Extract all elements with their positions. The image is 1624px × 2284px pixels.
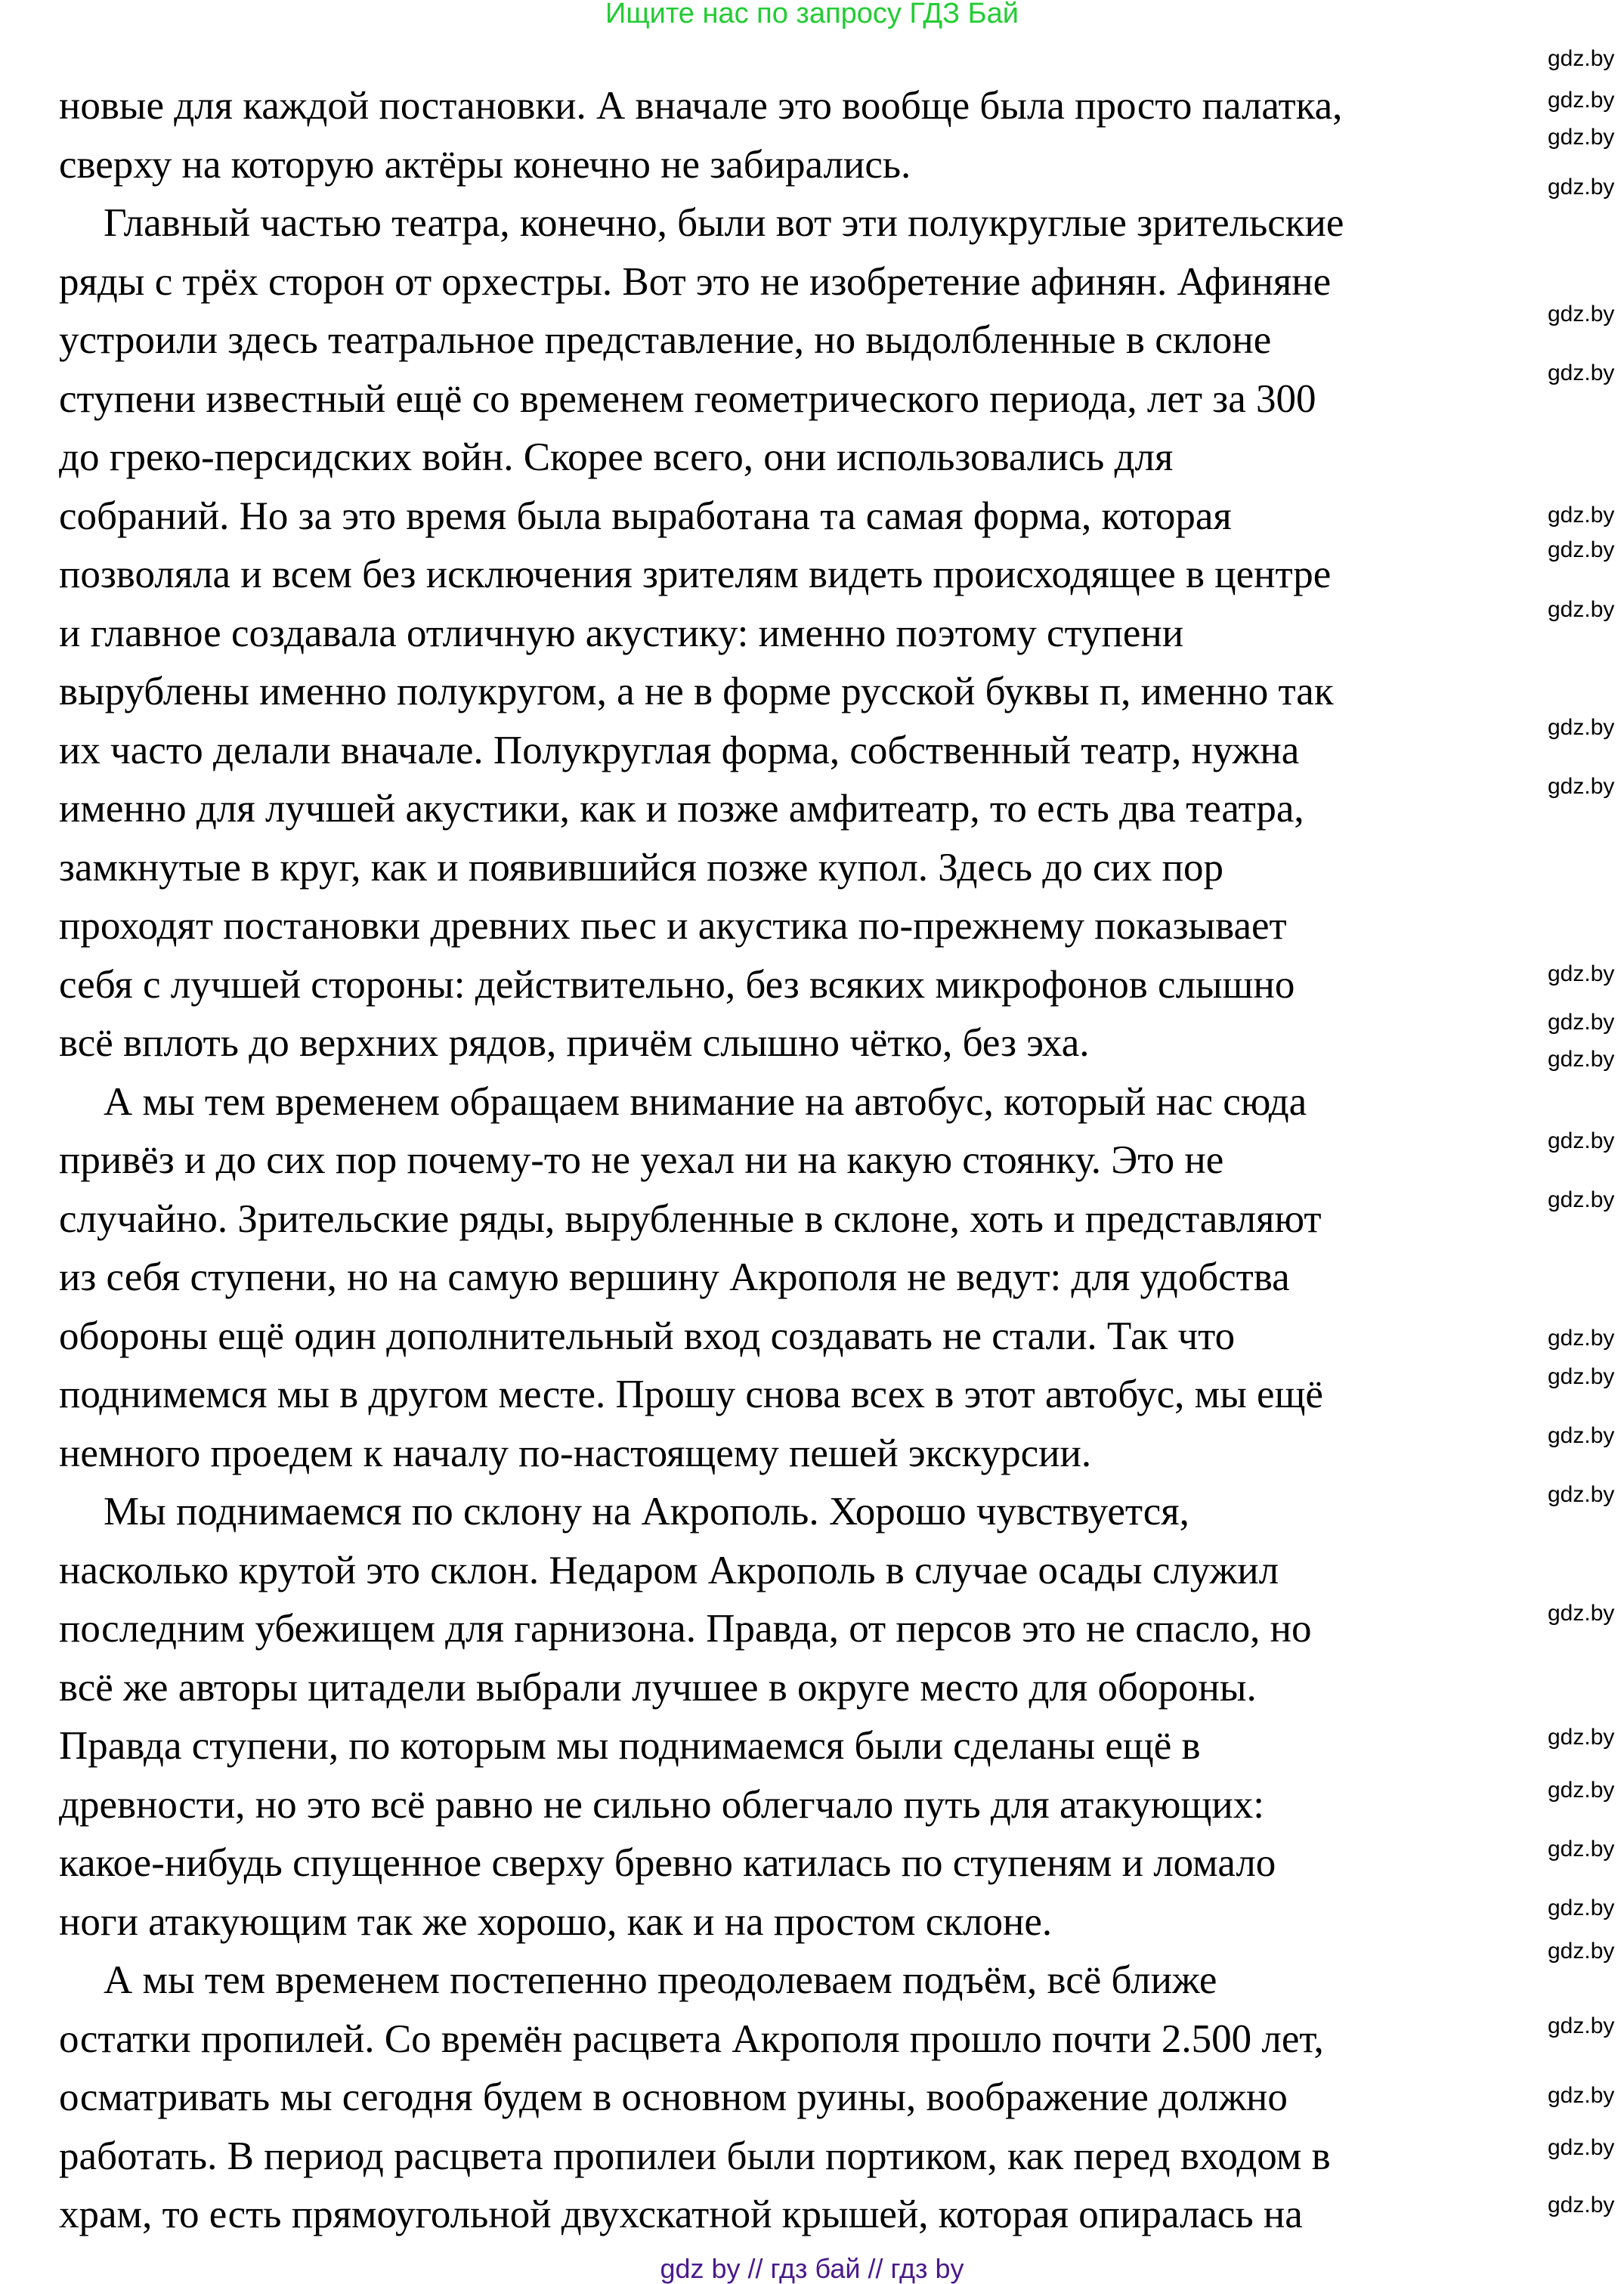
watermark: gdz.by bbox=[1548, 1187, 1615, 1212]
text-line: ноги атакующим так же хорошо, как и на простом склоне. bbox=[59, 1899, 1053, 1944]
text-line: собраний. Но за это время была выработана та самая форма, которая bbox=[59, 494, 1232, 538]
header-banner: Ищите нас по запросу ГДЗ Бай bbox=[605, 0, 1019, 29]
footer-banner: gdz by // гдз бай // гдз by bbox=[660, 2253, 964, 2284]
text-line: и главное создавала отличную акустику: именно поэтому ступени bbox=[59, 611, 1184, 655]
watermark: gdz.by bbox=[1548, 502, 1615, 528]
watermark: gdz.by bbox=[1548, 1600, 1615, 1626]
watermark: gdz.by bbox=[1548, 2083, 1615, 2109]
text-line: ряды с трёх сторон от орхестры. Вот это не изобретение афинян. Афиняне bbox=[59, 259, 1332, 304]
text-line: из себя ступени, но на самую вершину Акрополя не ведут: для удобства bbox=[59, 1255, 1290, 1299]
text-line: сверху на которую актёры конечно не забирались. bbox=[59, 142, 911, 187]
watermark: gdz.by bbox=[1548, 1423, 1615, 1449]
text-line: остатки пропилей. Со времён расцвета Акрополя прошло почти 2.500 лет, bbox=[59, 2016, 1324, 2061]
text-line: проходят постановки древних пьес и акустика по-прежнему показывает bbox=[59, 904, 1287, 948]
watermark: gdz.by bbox=[1548, 1128, 1615, 1153]
text-line: позволяла и всем без исключения зрителям видеть происходящее в центре bbox=[59, 552, 1332, 596]
text-line: ступени известный ещё со временем геометрического периода, лет за 300 bbox=[59, 376, 1316, 421]
watermark: gdz.by bbox=[1548, 537, 1615, 563]
text-line: немного проедем к началу по-настоящему пешей экскурсии. bbox=[59, 1431, 1092, 1475]
text-line: работать. В период расцвета пропилеи были портиком, как перед входом в bbox=[59, 2134, 1331, 2178]
text-line: древности, но это всё равно не сильно облегчало путь для атакующих: bbox=[59, 1782, 1264, 1827]
watermark: gdz.by bbox=[1548, 87, 1615, 113]
text-line: всё вплоть до верхних рядов, причём слышно чётко, без эха. bbox=[59, 1021, 1090, 1065]
watermark: gdz.by bbox=[1548, 1482, 1615, 1508]
text-line: устроили здесь театральное представление, но выдолбленные в склоне bbox=[59, 318, 1272, 362]
watermark: gdz.by bbox=[1548, 361, 1615, 386]
watermark: gdz.by bbox=[1548, 773, 1615, 799]
text-line: Главный частью театра, конечно, были вот эти полукруглые зрительские bbox=[104, 201, 1344, 245]
text-line: последним убежищем для гарнизона. Правда, от персов это не спасло, но bbox=[59, 1607, 1312, 1651]
text-line: замкнутые в круг, как и появившийся позже купол. Здесь до сих пор bbox=[59, 845, 1224, 890]
watermark: gdz.by bbox=[1548, 1896, 1615, 1921]
text-line: всё же авторы цитадели выбрали лучшее в округе место для обороны. bbox=[59, 1665, 1257, 1710]
text-line: случайно. Зрительские ряды, вырубленные в склоне, хоть и представляют bbox=[59, 1196, 1322, 1241]
watermark: gdz.by bbox=[1548, 596, 1615, 622]
text-line: новые для каждой постановки. А вначале это вообще была просто палатка, bbox=[59, 84, 1343, 128]
watermark: gdz.by bbox=[1548, 1326, 1615, 1351]
watermark: gdz.by bbox=[1548, 714, 1615, 740]
text-line: храм, то есть прямоугольной двухскатной крышей, которая опиралась на bbox=[59, 2193, 1303, 2236]
watermark: gdz.by bbox=[1548, 1938, 1615, 1964]
text-line: насколько крутой это склон. Недаром Акрополь в случае осады служил bbox=[59, 1548, 1279, 1592]
document-text bbox=[59, 77, 1344, 2245]
watermark: gdz.by bbox=[1548, 1364, 1615, 1390]
text-line: осматривать мы сегодня будем в основном руины, воображение должно bbox=[59, 2075, 1288, 2119]
text-line: поднимемся мы в другом месте. Прошу снова всех в этот автобус, мы ещё bbox=[59, 1373, 1323, 1416]
watermark: gdz.by bbox=[1548, 1777, 1615, 1803]
text-line: привёз и до сих пор почему-то не уехал ни на какую стоянку. Это не bbox=[59, 1138, 1224, 1182]
watermark: gdz.by bbox=[1548, 1010, 1615, 1035]
watermark: gdz.by bbox=[1548, 1047, 1615, 1072]
watermark: gdz.by bbox=[1548, 124, 1615, 150]
text-line: до греко-персидских войн. Скорее всего, они использовались для bbox=[59, 435, 1174, 479]
watermark: gdz.by bbox=[1548, 46, 1615, 72]
text-line: Правда ступени, по которым мы поднимаемся были сделаны ещё в bbox=[59, 1724, 1201, 1768]
text-line: вырублены именно полукругом, а не в форме русской буквы п, именно так bbox=[59, 670, 1334, 713]
watermark: gdz.by bbox=[1548, 2134, 1615, 2160]
text-line: какое-нибудь спущенное сверху бревно катилась по ступеням и ломало bbox=[59, 1841, 1276, 1885]
text-line: Мы поднимаемся по склону на Акрополь. Хорошо чувствуется, bbox=[104, 1490, 1189, 1533]
text-line: А мы тем временем обращаем внимание на автобус, который нас сюда bbox=[104, 1079, 1307, 1124]
text-line: именно для лучшей акустики, как и позже амфитеатр, то есть два театра, bbox=[59, 787, 1304, 831]
text-line: их часто делали вначале. Полукруглая форма, собственный театр, нужна bbox=[59, 728, 1300, 772]
watermark: gdz.by bbox=[1548, 2192, 1615, 2217]
text-line: обороны ещё один дополнительный вход создавать не стали. Так что bbox=[59, 1314, 1236, 1358]
text-line: себя с лучшей стороны: действительно, без всяких микрофонов слышно bbox=[59, 962, 1295, 1007]
watermark: gdz.by bbox=[1548, 301, 1615, 327]
watermark: gdz.by bbox=[1548, 175, 1615, 200]
watermark: gdz.by bbox=[1548, 1837, 1615, 1862]
watermark: gdz.by bbox=[1548, 961, 1615, 986]
text-line: А мы тем временем постепенно преодолеваем подъём, всё ближе bbox=[104, 1958, 1217, 2002]
watermark: gdz.by bbox=[1548, 2013, 1615, 2039]
watermark: gdz.by bbox=[1548, 1724, 1615, 1750]
